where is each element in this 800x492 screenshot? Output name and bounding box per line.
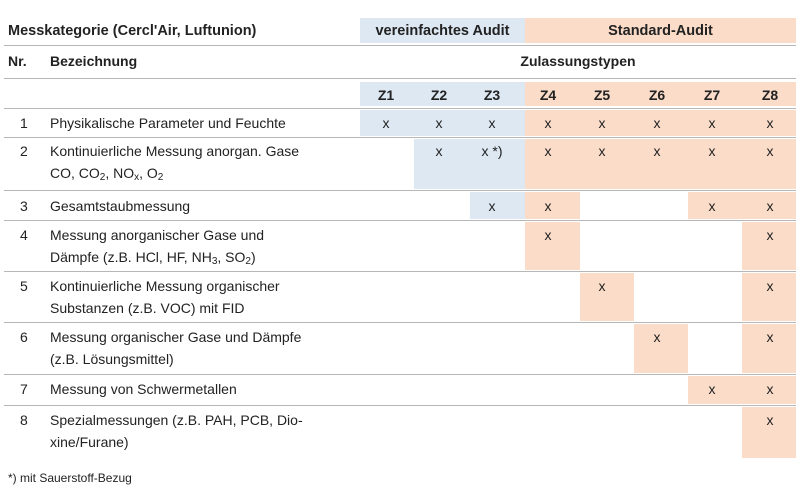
name-label: Bezeichnung — [50, 53, 138, 69]
divider — [4, 45, 796, 46]
mark-z7: x — [708, 381, 716, 397]
standard-audit-label: Standard-Audit — [608, 23, 713, 39]
mark-z8: x — [766, 329, 774, 345]
mark-z6: x — [653, 329, 661, 345]
category-title: Messkategorie (Cercl'Air, Luftunion) — [8, 23, 257, 39]
footnote: *) mit Sauerstoff-Bezug — [8, 471, 132, 485]
mark-z8: x — [766, 381, 774, 397]
row-description-line1: Messung organischer Gase und Dämpfe — [50, 329, 302, 345]
mark-z8: x — [766, 412, 774, 428]
zulassungstyp-header-z6: Z6 — [648, 87, 666, 103]
zulassungstyp-header-z7: Z7 — [703, 87, 721, 103]
simplified-audit-label: vereinfachtes Audit — [375, 23, 510, 39]
row-description-line1: Kontinuierliche Messung anorgan. Gase — [50, 143, 300, 159]
row-number: 2 — [20, 143, 28, 159]
mark-z8: x — [766, 227, 774, 243]
mark-z3: x — [488, 115, 496, 131]
zulassungstyp-header-z4: Z4 — [539, 87, 557, 103]
row-number: 6 — [20, 329, 28, 345]
row-number: 5 — [20, 278, 28, 294]
row-description-line2: CO, $CO_2$, $NO_x$, $O_2$ — [50, 165, 164, 183]
row-divider — [4, 322, 796, 323]
mark-z4: x — [544, 198, 552, 214]
mark-z8: x — [766, 198, 774, 214]
row-description-line1: Gesamtstaubmessung — [50, 198, 191, 214]
row-description-line1: Physikalische Parameter und Feuchte — [50, 115, 286, 131]
zulassungstyp-header-z1: Z1 — [377, 87, 395, 103]
row-divider — [4, 374, 796, 375]
mark-z6: x — [653, 143, 661, 159]
mark-z6: x — [653, 115, 661, 131]
zulassungstyp-header-z2: Z2 — [430, 87, 448, 103]
mark-z7: x — [708, 115, 716, 131]
row-number: 8 — [20, 412, 28, 428]
row-description-line2: (z.B. Lösungsmittel) — [50, 351, 174, 367]
row-description-line2: xine/Furane) — [50, 434, 129, 450]
mark-z4: x — [544, 143, 552, 159]
row-description-line2: Substanzen (z.B. VOC) mit FID — [50, 300, 245, 316]
row-divider — [4, 405, 796, 406]
row-number: 1 — [20, 115, 28, 131]
mark-z5: x — [598, 278, 606, 294]
zulassungstyp-header-z3: Z3 — [483, 87, 501, 103]
mark-z1: x — [382, 115, 390, 131]
row-description-line1: Kontinuierliche Messung organischer — [50, 278, 280, 294]
mark-z8: x — [766, 115, 774, 131]
mark-z3: x — [488, 198, 496, 214]
mark-z7: x — [708, 198, 716, 214]
mark-z8: x — [766, 143, 774, 159]
mark-z4: x — [544, 227, 552, 243]
mark-z2: x — [435, 115, 443, 131]
row-divider — [4, 271, 796, 272]
mark-z4: x — [544, 115, 552, 131]
row-description-line2: Dämpfe (z.B. HCl, HF, $NH_3$, $SO_2$) — [50, 249, 256, 267]
mark-z2: x — [435, 143, 443, 159]
row-divider — [4, 137, 796, 138]
mark-z3: x *) — [481, 143, 503, 159]
mark-z5: x — [598, 143, 606, 159]
row-description-line1: Messung anorganischer Gase und — [50, 227, 265, 243]
types-label: Zulassungstypen — [520, 53, 636, 69]
row-description-line1: Messung von Schwermetallen — [50, 381, 237, 397]
zulassungstyp-header-z8: Z8 — [761, 87, 779, 103]
row-number: 3 — [20, 198, 28, 214]
nr-label: Nr. — [8, 53, 27, 69]
row-number: 4 — [20, 227, 28, 243]
mark-z7: x — [708, 143, 716, 159]
divider — [4, 108, 796, 109]
row-description-line1: Spezialmessungen (z.B. PAH, PCB, Dio- — [50, 412, 303, 428]
mark-z5: x — [598, 115, 606, 131]
row-number: 7 — [20, 381, 28, 397]
mark-z8: x — [766, 278, 774, 294]
row-divider — [4, 190, 796, 191]
zulassungstyp-header-z5: Z5 — [593, 87, 611, 103]
row-divider — [4, 220, 796, 221]
divider — [4, 78, 796, 79]
